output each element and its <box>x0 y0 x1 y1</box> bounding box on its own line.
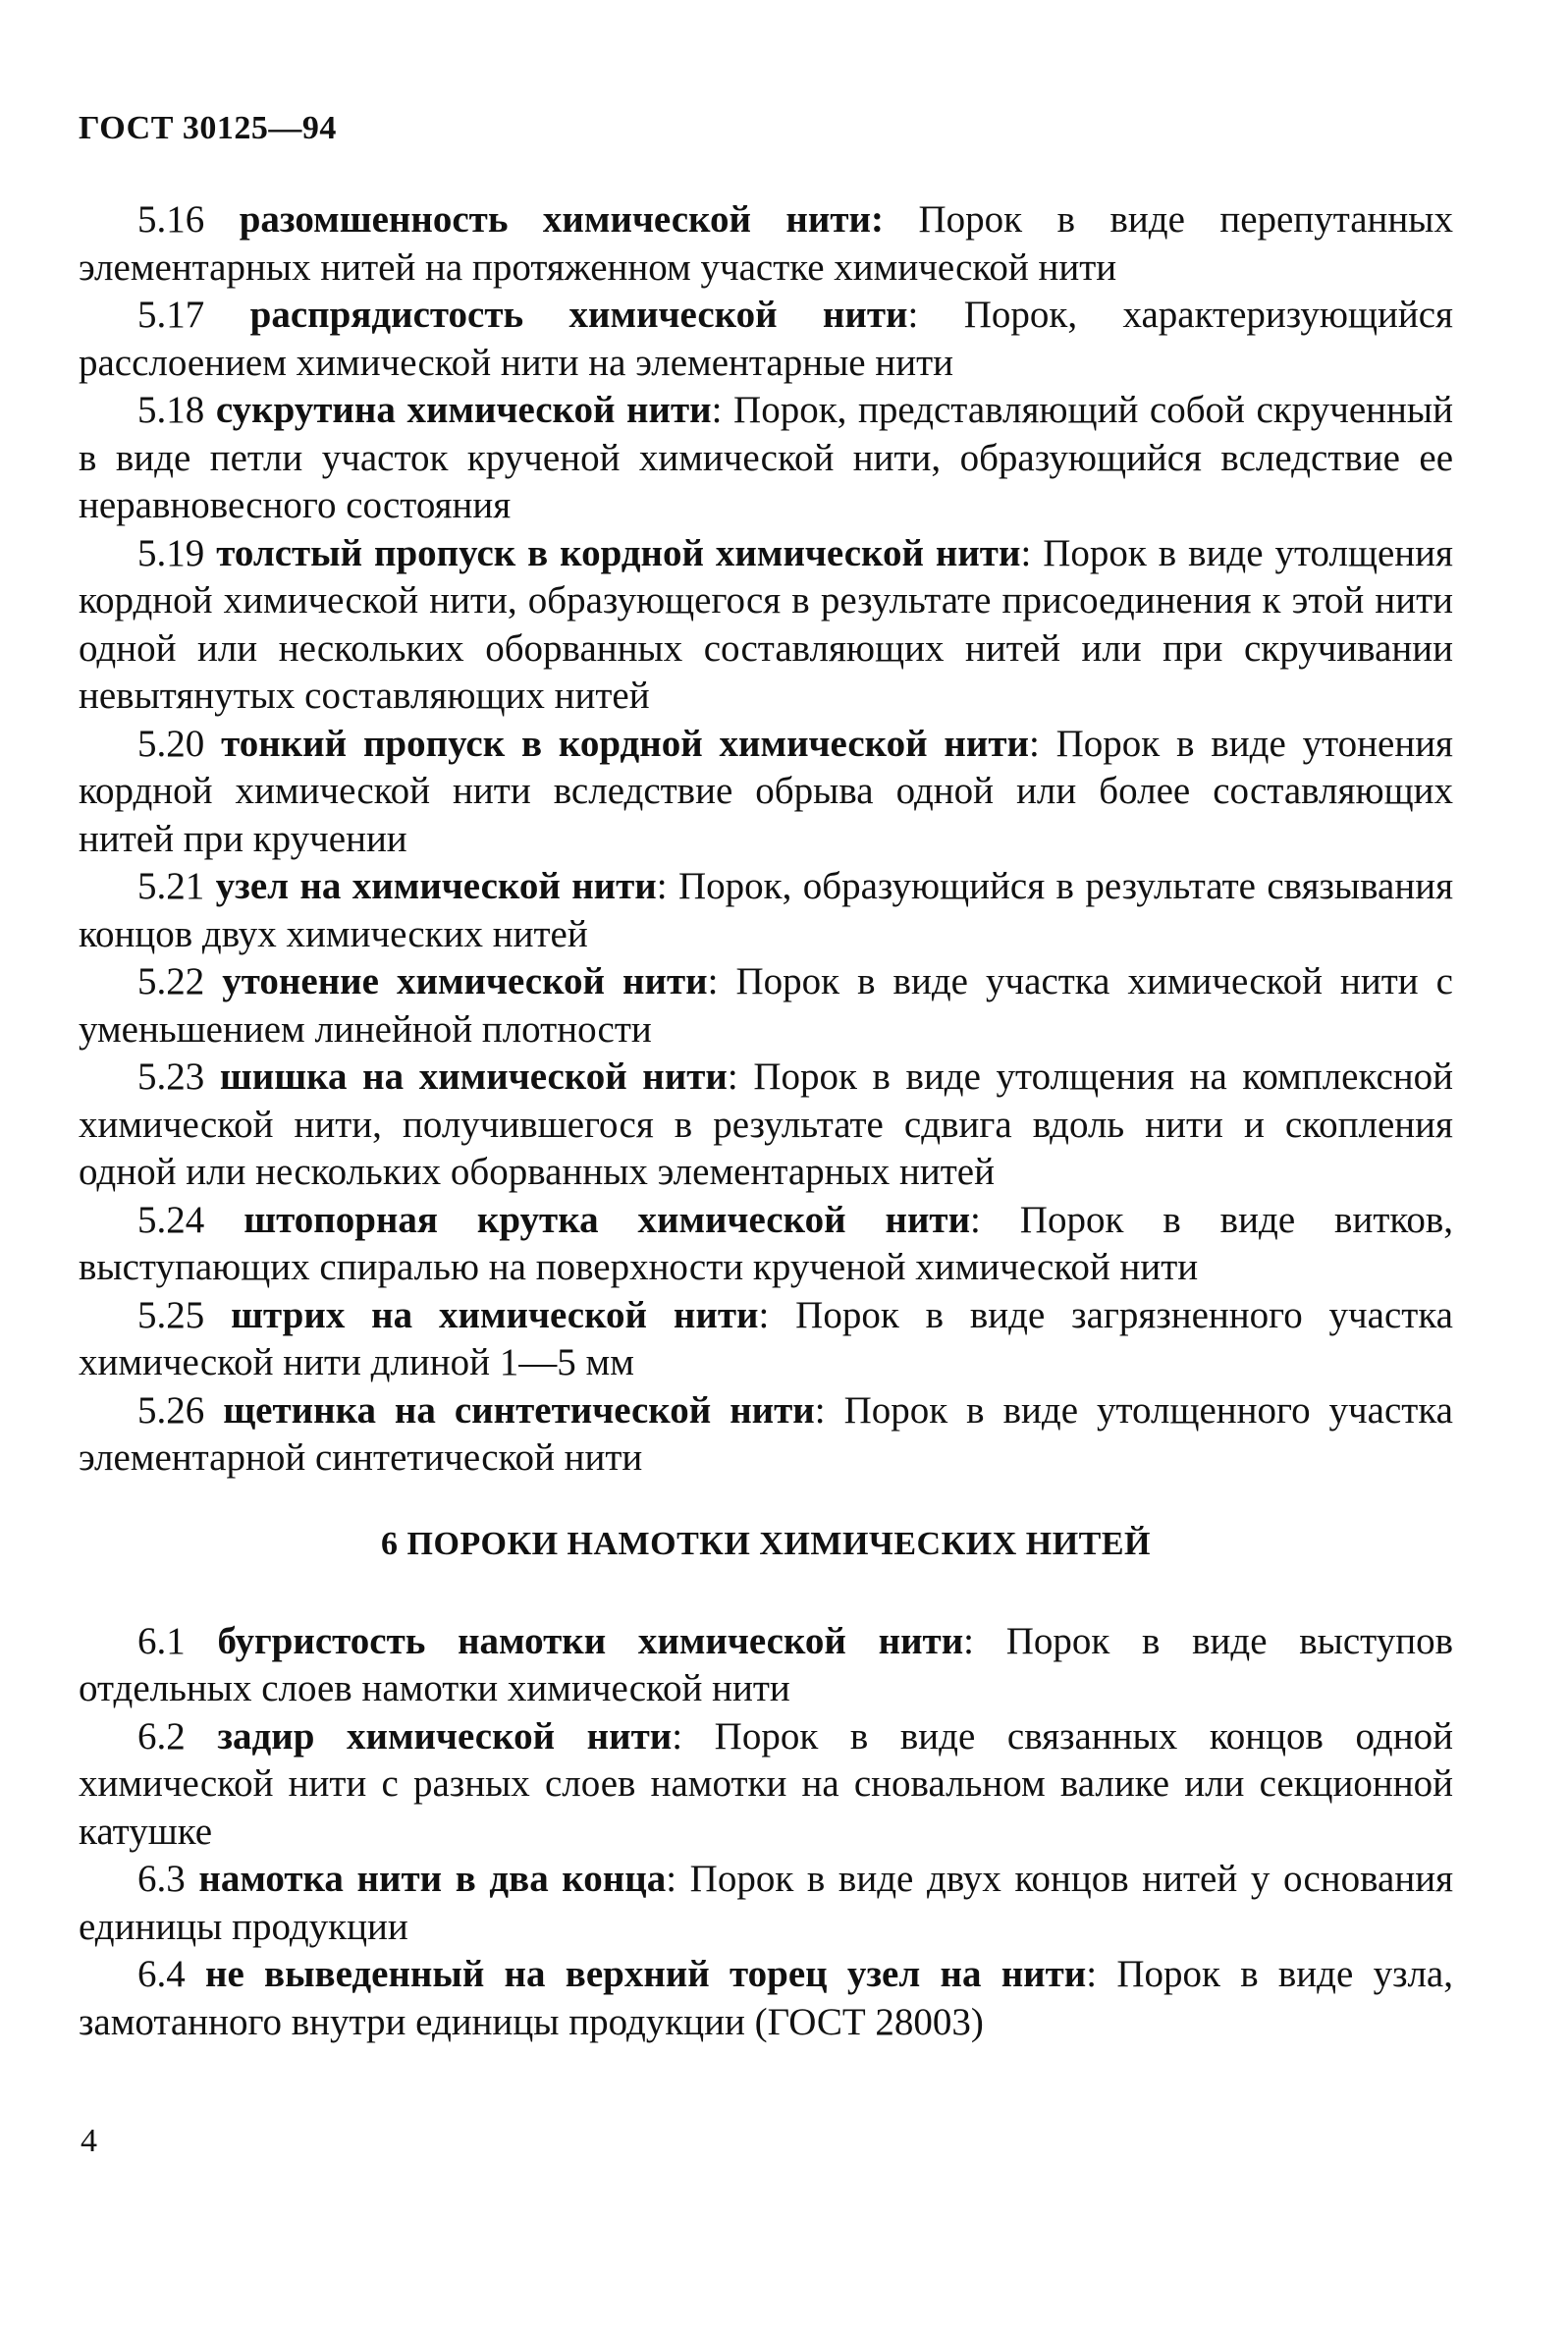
section-heading: 6 ПОРОКИ НАМОТКИ ХИМИЧЕСКИХ НИТЕЙ <box>381 1525 1151 1562</box>
term-entry-6-4 <box>79 1951 1453 2046</box>
entry-number: 6.4 <box>137 1953 186 1995</box>
entry-definition: : Порок в виде витков, выступающих спиралью на поверхности крученой химической нити <box>79 1198 1454 1288</box>
term-entry-5-21 <box>79 863 1453 958</box>
entry-definition: : Порок, образующийся в результате связывания концов двух химических нитей <box>79 865 1454 955</box>
term-entry-6-3 <box>79 1856 1453 1951</box>
entry-number: 5.20 <box>137 722 205 765</box>
entry-term: штопорная крутка химической нити <box>243 1198 971 1241</box>
entry-number: 5.23 <box>137 1055 205 1098</box>
entry-term: узел на химической нити <box>215 865 657 907</box>
document-header: ГОСТ 30125—94 <box>79 110 337 146</box>
entry-number: 6.3 <box>137 1858 186 1900</box>
term-entry-5-16 <box>79 196 1453 292</box>
term-entry-6-1 <box>79 1618 1453 1713</box>
entry-term: намотка нити в два конца <box>198 1858 667 1900</box>
entry-number: 5.18 <box>137 389 205 431</box>
entry-definition: : Порок в виде выступов отдельных слоев намотки химической нити <box>79 1619 1453 1709</box>
entry-definition: : Порок в виде связанных концов одной химической нити с разных слоев намотки на сновальном валике или секционной катушке <box>79 1714 1454 1853</box>
entry-number: 5.17 <box>137 294 205 336</box>
document-body <box>79 196 1453 2046</box>
entry-term: бугристость намотки химической нити <box>217 1619 964 1662</box>
entry-number: 5.24 <box>137 1198 205 1241</box>
entry-number: 6.1 <box>137 1619 186 1662</box>
entry-definition: : Порок в виде утолщения кордной химической нити, образующегося в результате присоединения к этой нити одной или нескольких оборванных составляющих нитей или при скручивании невытянутых составляющих нитей <box>79 531 1453 717</box>
entry-definition: : Порок, характеризующийся расслоением химической нити на элементарные нити <box>79 294 1453 384</box>
entry-number: 5.21 <box>137 865 205 907</box>
term-entry-5-20 <box>79 721 1453 864</box>
term-entry-6-2 <box>79 1713 1453 1857</box>
entry-number: 5.16 <box>137 198 205 241</box>
entry-number: 6.2 <box>137 1714 186 1758</box>
entry-definition: : Порок в виде утолщенного участка элементарной синтетической нити <box>79 1388 1453 1479</box>
entry-term: не выведенный на верхний торец узел на нити <box>205 1953 1087 1995</box>
entry-term: распрядистость химической нити <box>249 294 908 336</box>
entry-definition: : Порок в виде двух концов нитей у основания единицы продукции <box>79 1858 1454 1948</box>
entry-definition: : Порок в виде утолщения на комплексной химической нити, получившегося в результате сдвига вдоль нити и скопления одной или нескольких оборванных элементарных нитей <box>79 1055 1453 1193</box>
entry-definition: : Порок, представляющий собой скрученный в виде петли участок крученой химической нити, образующийся вследствие ее неравновесного состояния <box>79 389 1453 526</box>
entry-term: щетинка на синтетической нити <box>223 1388 815 1432</box>
entry-term: сукрутина химической нити <box>215 389 712 431</box>
entry-definition: : Порок в виде участка химической нити с уменьшением линейной плотности <box>79 960 1453 1051</box>
entry-number: 5.26 <box>137 1388 205 1432</box>
term-entry-5-19 <box>79 530 1453 721</box>
term-entry-5-26 <box>79 1387 1453 1483</box>
term-entry-5-24 <box>79 1197 1453 1292</box>
entry-number: 5.19 <box>137 531 205 574</box>
entry-number: 5.25 <box>137 1293 205 1336</box>
entry-term: шишка на химической нити <box>219 1055 728 1098</box>
term-entry-5-17 <box>79 292 1453 387</box>
term-entry-5-25 <box>79 1292 1453 1387</box>
entry-term: тонкий пропуск в кордной химической нити <box>221 722 1029 765</box>
entry-definition: Порок в виде перепутанных элементарных нитей на протяженном участке химической нити <box>79 198 1454 289</box>
entry-term: штрих на химической нити <box>231 1293 759 1336</box>
entry-definition: : Порок в виде утонения кордной химической нити вследствие обрыва одной или более составляющих нитей при кручении <box>79 722 1453 860</box>
entry-term: разомшенность химической нити: <box>239 198 884 241</box>
entry-term: задир химической нити <box>217 1714 673 1758</box>
term-entry-5-18 <box>79 387 1453 530</box>
entry-number: 5.22 <box>137 960 205 1002</box>
term-entry-5-23 <box>79 1054 1453 1197</box>
entry-term: толстый пропуск в кордной химической нити <box>216 531 1021 574</box>
term-entry-5-22 <box>79 958 1453 1054</box>
entry-definition: : Порок в виде загрязненного участка химической нити длиной 1—5 мм <box>79 1293 1453 1383</box>
entry-term: утонение химической нити <box>222 960 708 1002</box>
entry-definition: : Порок в виде узла, замотанного внутри единицы продукции (ГОСТ 28003) <box>79 1953 1453 2043</box>
page-number: 4 <box>81 2123 97 2159</box>
